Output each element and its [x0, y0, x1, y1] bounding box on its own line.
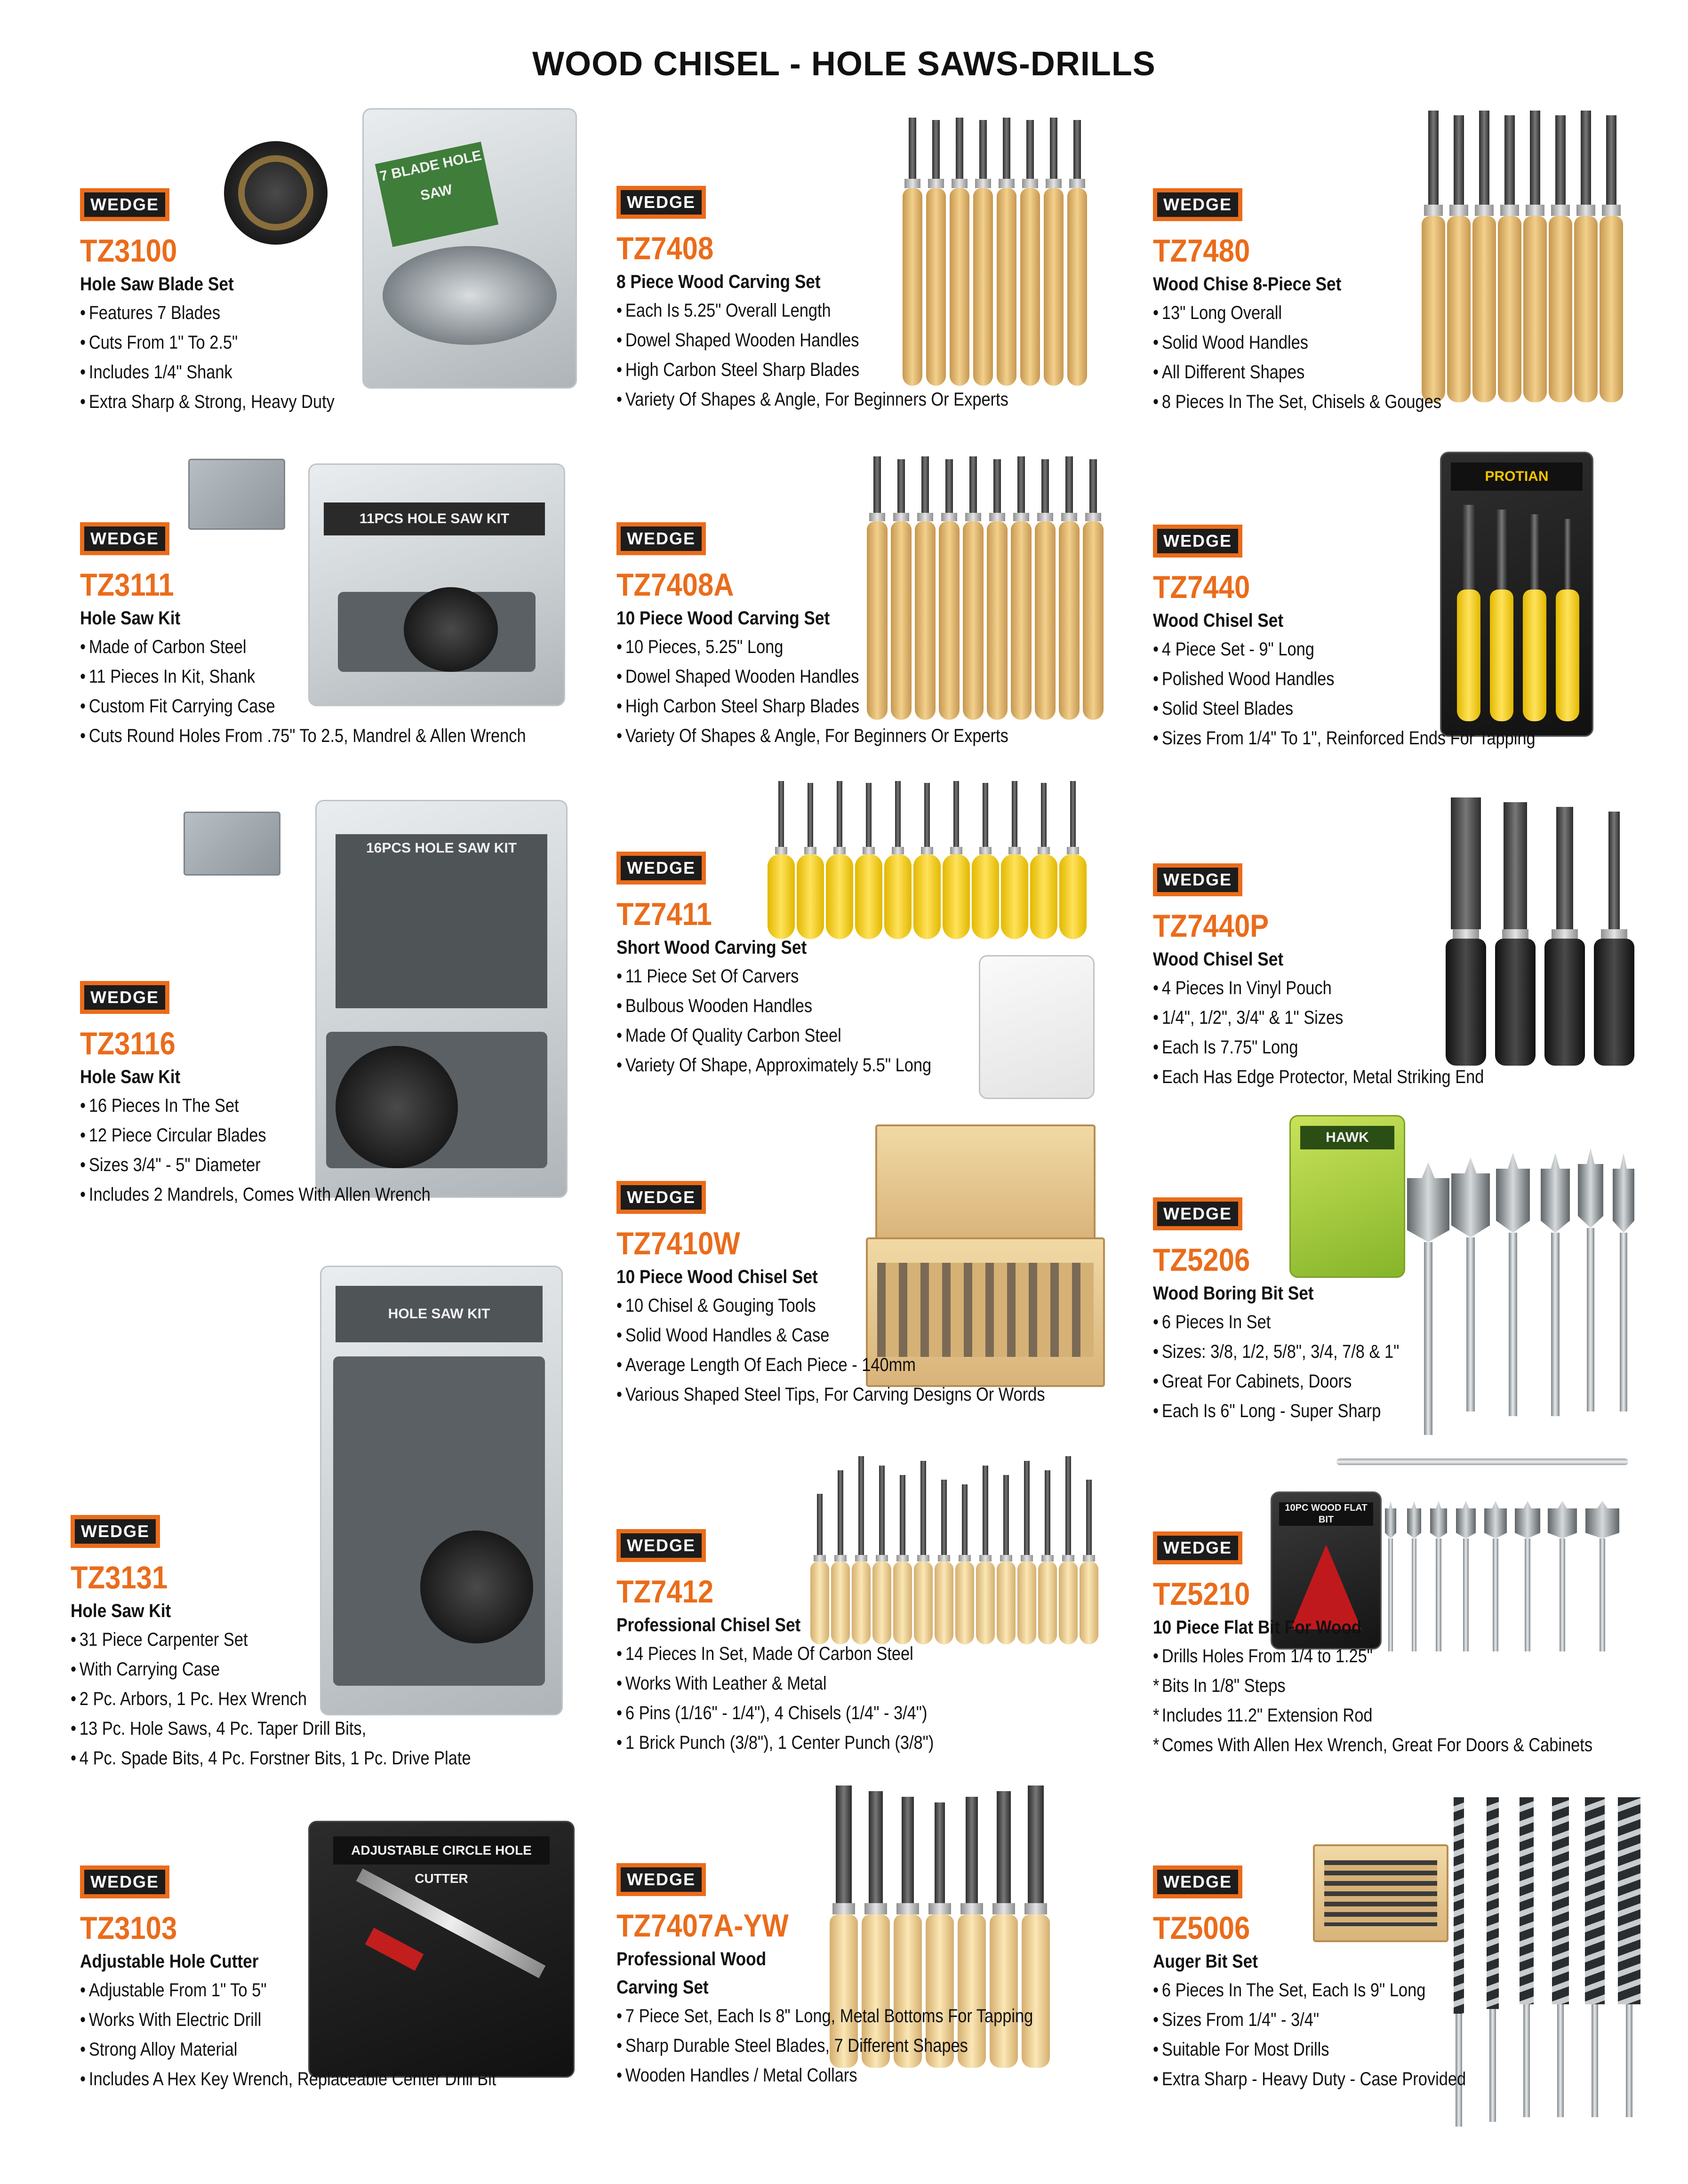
product-tz3100	[80, 188, 612, 417]
product-code: TZ3111	[80, 567, 174, 603]
feature-item: • 13" Long Overall	[1153, 303, 1282, 323]
feature-item: • 11 Piece Set Of Carvers	[616, 966, 799, 987]
feature-item: • 12 Piece Circular Blades	[80, 1125, 266, 1146]
product-code: TZ7408A	[616, 567, 734, 603]
package-label: 16PCS HOLE SAW KIT	[336, 834, 547, 1008]
brand-badge: WEDGE	[616, 852, 706, 885]
brand-badge: WEDGE	[616, 186, 706, 219]
feature-item: • Strong Alloy Material	[80, 2039, 238, 2060]
product-tz7480	[1153, 188, 1685, 417]
feature-list	[1153, 973, 1685, 1092]
package-label: 7 BLADE HOLE SAW	[375, 142, 498, 247]
feature-list	[80, 1976, 612, 2094]
feature-item: • High Carbon Steel Sharp Blades	[616, 696, 860, 717]
feature-list	[80, 298, 612, 417]
feature-list	[616, 296, 1148, 414]
feature-item: • 6 Pieces In The Set, Each Is 9" Long	[1153, 1980, 1426, 2001]
product-name: Adjustable Hole Cutter	[80, 1951, 259, 1972]
brand-badge: WEDGE	[1153, 525, 1242, 558]
feature-list	[80, 1091, 612, 1210]
feature-item: • 16 Pieces In The Set	[80, 1095, 239, 1116]
feature-item: • Wooden Handles / Metal Collars	[616, 2065, 857, 2086]
feature-item: • Sizes From 1/4" - 3/4"	[1153, 2009, 1320, 2030]
feature-item: • Made of Carbon Steel	[80, 637, 247, 657]
feature-item: • Includes 1/4" Shank	[80, 362, 232, 383]
brand-badge: WEDGE	[80, 522, 169, 555]
feature-item: • Sizes From 1/4" To 1", Reinforced Ends For Tapping	[1153, 728, 1536, 749]
feature-item: • Cuts From 1" To 2.5"	[80, 332, 238, 353]
feature-item: • Solid Wood Handles & Case	[616, 1325, 830, 1346]
brand-badge: WEDGE	[616, 1863, 706, 1896]
product-tz7407a-yw	[616, 1863, 1148, 2090]
feature-item: • 4 Piece Set - 9" Long	[1153, 639, 1314, 660]
product-name: Hole Saw Kit	[71, 1601, 171, 1621]
feature-item: • 14 Pieces In Set, Made Of Carbon Steel	[616, 1643, 913, 1664]
brand-badge: WEDGE	[80, 981, 169, 1014]
product-tz7440p	[1153, 863, 1685, 1092]
product-tz7412	[616, 1529, 1148, 1758]
product-name: Hole Saw Kit	[80, 1067, 181, 1087]
feature-item: • Solid Wood Handles	[1153, 332, 1308, 353]
product-tz7410w	[616, 1181, 1148, 1410]
package-label: 11PCS HOLE SAW KIT	[324, 502, 545, 535]
product-code: TZ7440P	[1153, 908, 1269, 944]
feature-item: • Solid Steel Blades	[1153, 698, 1294, 719]
brand-badge: WEDGE	[71, 1515, 160, 1548]
product-name-line1: Professional Wood	[616, 1949, 767, 1969]
product-tz5206	[1153, 1197, 1685, 1426]
product-name: Wood Chisel Set	[1153, 949, 1284, 970]
feature-item: • Various Shaped Steel Tips, For Carving Designs Or Words	[616, 1384, 1045, 1405]
feature-item: • Works With Leather & Metal	[616, 1673, 827, 1694]
brand-badge: WEDGE	[616, 1529, 706, 1562]
feature-item: • 1 Brick Punch (3/8"), 1 Center Punch (3/8")	[616, 1732, 934, 1753]
brand-badge: WEDGE	[80, 188, 169, 221]
brand-badge: WEDGE	[1153, 863, 1242, 896]
product-name: Wood Boring Bit Set	[1153, 1283, 1314, 1304]
feature-item: • 6 Pins (1/16" - 1/4"), 4 Chisels (1/4" - 3/4")	[616, 1703, 928, 1723]
package-label: HOLE SAW KIT	[336, 1286, 543, 1342]
feature-item: • 13 Pc. Hole Saws, 4 Pc. Taper Drill Bits,	[71, 1718, 367, 1739]
feature-list	[1153, 298, 1685, 417]
product-tz3111	[80, 522, 612, 751]
brand-badge: WEDGE	[616, 1181, 706, 1214]
feature-item: • Bulbous Wooden Handles	[616, 996, 813, 1016]
feature-item: • Dowel Shaped Wooden Handles	[616, 330, 859, 351]
package-label: HAWK	[1300, 1126, 1394, 1149]
product-code: TZ7480	[1153, 233, 1250, 269]
feature-list	[1153, 1307, 1685, 1426]
product-name: Professional Chisel Set	[616, 1615, 801, 1635]
product-name: Wood Chisel Set	[1153, 610, 1284, 631]
feature-item: • Each Is 6" Long - Super Sharp	[1153, 1401, 1381, 1421]
feature-item: • Custom Fit Carrying Case	[80, 696, 275, 717]
feature-item: • Includes 2 Mandrels, Comes With Allen Wrench	[80, 1184, 431, 1205]
feature-item: • Average Length Of Each Piece - 140mm	[616, 1355, 916, 1375]
feature-list	[1153, 1642, 1685, 1760]
product-code: TZ7412	[616, 1574, 714, 1610]
feature-item: • 31 Piece Carpenter Set	[71, 1629, 248, 1650]
feature-item: • Features 7 Blades	[80, 303, 221, 323]
product-tz5006	[1153, 1865, 1685, 2094]
feature-item: • 7 Piece Set, Each Is 8" Long, Metal Bottoms For Tapping	[616, 2006, 1033, 2026]
product-name: Auger Bit Set	[1153, 1951, 1258, 1972]
package-label: PROTIAN	[1451, 462, 1583, 491]
product-tz5210	[1153, 1531, 1685, 1760]
brand-badge: WEDGE	[1153, 1865, 1242, 1898]
product-tz3116	[80, 981, 612, 1210]
feature-item: • High Carbon Steel Sharp Blades	[616, 359, 860, 380]
feature-item: • Sizes: 3/8, 1/2, 5/8", 3/4, 7/8 & 1"	[1153, 1341, 1400, 1362]
product-name: 10 Piece Flat Bit For Wood	[1153, 1617, 1362, 1638]
feature-item: • 4 Pc. Spade Bits, 4 Pc. Forstner Bits, 1 Pc. Drive Plate	[71, 1748, 471, 1769]
feature-item: • 11 Pieces In Kit, Shank	[80, 666, 256, 687]
product-code: TZ5210	[1153, 1576, 1250, 1612]
product-code: TZ7407A-YW	[616, 1908, 789, 1944]
feature-item: * Bits In 1/8" Steps	[1153, 1675, 1286, 1696]
product-code: TZ5006	[1153, 1910, 1250, 1946]
feature-list	[616, 2001, 1148, 2090]
brand-badge: WEDGE	[1153, 1197, 1242, 1230]
feature-list	[616, 962, 1148, 1080]
feature-item: • 8 Pieces In The Set, Chisels & Gouges	[1153, 391, 1441, 412]
feature-item: • Suitable For Most Drills	[1153, 2039, 1329, 2060]
product-code: TZ3103	[80, 1910, 177, 1946]
feature-item: * Includes 11.2" Extension Rod	[1153, 1705, 1373, 1726]
product-name-line2: Carving Set	[616, 1977, 709, 1998]
product-code: TZ7408	[616, 231, 714, 266]
feature-item: • 1/4", 1/2", 3/4" & 1" Sizes	[1153, 1007, 1344, 1028]
feature-item: • Variety Of Shapes & Angle, For Beginners Or Experts	[616, 725, 1008, 746]
brand-badge: WEDGE	[1153, 188, 1242, 221]
feature-item: • 10 Chisel & Gouging Tools	[616, 1295, 816, 1316]
product-code: TZ3116	[80, 1026, 176, 1061]
feature-item: • Extra Sharp - Heavy Duty - Case Provided	[1153, 2069, 1466, 2089]
feature-item: • Variety Of Shapes & Angle, For Beginners Or Experts	[616, 389, 1008, 410]
product-tz3103	[80, 1865, 612, 2094]
product-code: TZ3100	[80, 233, 177, 269]
feature-item: • Polished Wood Handles	[1153, 669, 1335, 689]
package-label: ADJUSTABLE CIRCLE HOLE CUTTER	[333, 1836, 550, 1865]
feature-item: • Sharp Durable Steel Blades, 7 Different Shapes	[616, 2035, 968, 2056]
product-tz7408	[616, 186, 1148, 414]
feature-list	[1153, 1976, 1685, 2094]
product-name: Wood Chise 8-Piece Set	[1153, 274, 1342, 295]
feature-item: • Each Is 5.25" Overall Length	[616, 300, 831, 321]
product-code: TZ7411	[616, 896, 712, 932]
feature-item: • Sizes 3/4" - 5" Diameter	[80, 1155, 261, 1175]
feature-list	[616, 1291, 1148, 1410]
feature-item: • Each Is 7.75" Long	[1153, 1037, 1298, 1058]
feature-list	[616, 632, 1148, 751]
feature-item: • Works With Electric Drill	[80, 2009, 262, 2030]
product-tz7411	[616, 852, 1148, 1080]
feature-item: • Includes A Hex Key Wrench, Replaceable Center Drill Bit	[80, 2069, 496, 2089]
feature-item: • Variety Of Shape, Approximately 5.5" Long	[616, 1055, 932, 1076]
feature-item: • 6 Pieces In Set	[1153, 1312, 1271, 1332]
feature-item: • 4 Pieces In Vinyl Pouch	[1153, 978, 1332, 998]
feature-item: * Comes With Allen Hex Wrench, Great For Doors & Cabinets	[1153, 1735, 1593, 1755]
page-title: WOOD CHISEL - HOLE SAWS-DRILLS	[532, 45, 1156, 83]
brand-badge: WEDGE	[616, 522, 706, 555]
feature-item: • Great For Cabinets, Doors	[1153, 1371, 1352, 1392]
product-code: TZ7410W	[616, 1226, 740, 1261]
product-name: Short Wood Carving Set	[616, 937, 807, 958]
feature-item: • Cuts Round Holes From .75" To 2.5, Mandrel & Allen Wrench	[80, 725, 526, 746]
feature-list	[1153, 635, 1685, 753]
feature-item: • Extra Sharp & Strong, Heavy Duty	[80, 391, 335, 412]
feature-item: • Drills Holes From 1/4 to 1.25"	[1153, 1646, 1373, 1666]
feature-item: • All Different Shapes	[1153, 362, 1305, 383]
feature-item: • Adjustable From 1" To 5"	[80, 1980, 267, 2001]
product-name: Hole Saw Blade Set	[80, 274, 234, 295]
brand-badge: WEDGE	[80, 1865, 169, 1898]
package-label: 10PC WOOD FLAT BIT	[1279, 1502, 1373, 1526]
feature-item: • Made Of Quality Carbon Steel	[616, 1025, 841, 1046]
feature-item: • 10 Pieces, 5.25" Long	[616, 637, 784, 657]
feature-item: • With Carrying Case	[71, 1659, 220, 1680]
product-tz7440	[1153, 525, 1685, 753]
product-name: 10 Piece Wood Chisel Set	[616, 1267, 818, 1287]
feature-item: • Each Has Edge Protector, Metal Striking End	[1153, 1067, 1484, 1087]
product-name: 8 Piece Wood Carving Set	[616, 271, 821, 292]
product-tz3131	[71, 1515, 602, 1773]
product-tz7408a	[616, 522, 1148, 751]
feature-item: • Dowel Shaped Wooden Handles	[616, 666, 859, 687]
feature-list	[80, 632, 612, 751]
product-code: TZ7440	[1153, 569, 1250, 605]
product-name: 10 Piece Wood Carving Set	[616, 608, 830, 629]
feature-item: • 2 Pc. Arbors, 1 Pc. Hex Wrench	[71, 1689, 307, 1709]
brand-badge: WEDGE	[1153, 1531, 1242, 1564]
product-name: Hole Saw Kit	[80, 608, 181, 629]
feature-list	[616, 1639, 1148, 1758]
product-code: TZ3131	[71, 1560, 168, 1595]
product-code: TZ5206	[1153, 1242, 1250, 1278]
feature-list	[71, 1625, 602, 1773]
